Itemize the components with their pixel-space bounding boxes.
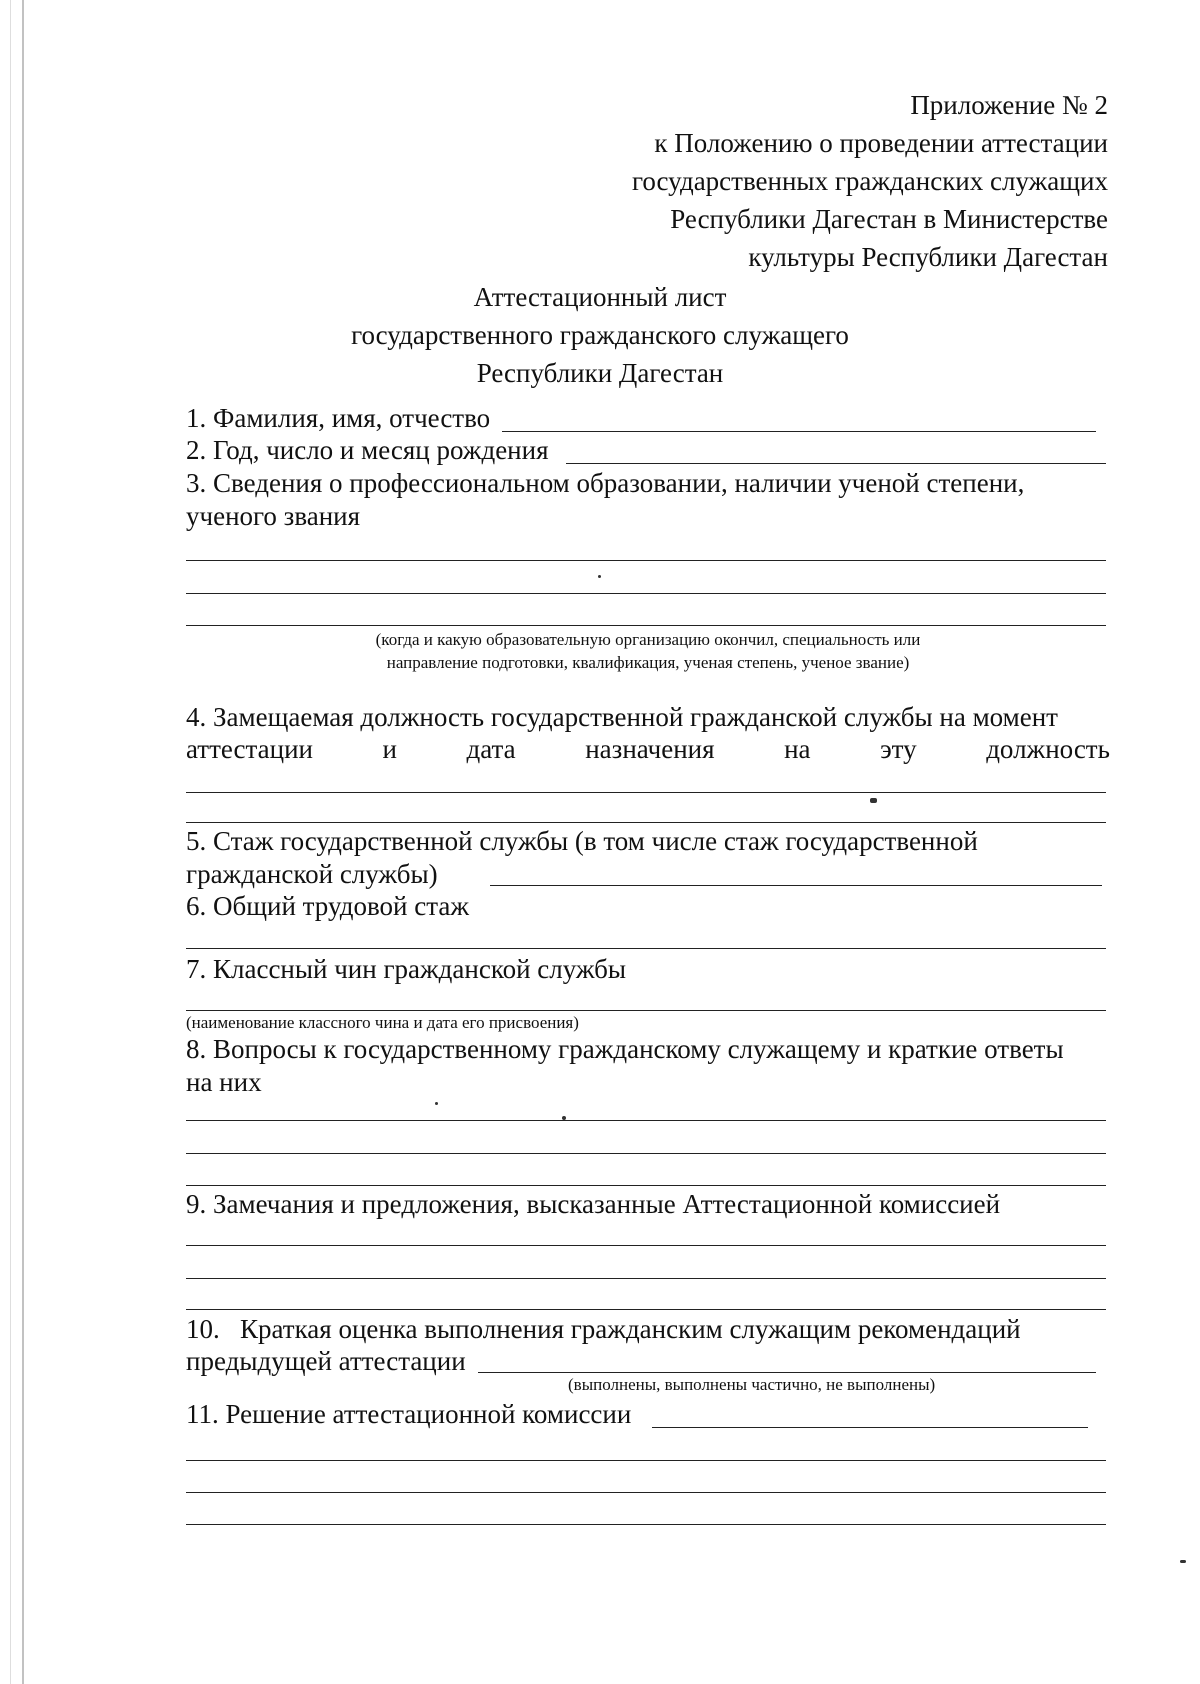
title-line-1: Аттестационный лист (473, 282, 727, 312)
item-8-blank-1[interactable] (186, 1120, 1106, 1121)
item-5-blank[interactable] (490, 885, 1102, 886)
item-2-label: 2. Год, число и месяц рождения (186, 435, 549, 465)
item-8-line-1: 8. Вопросы к государственному гражданскому служащему и краткие ответы (186, 1034, 1064, 1064)
item-3-blank-2[interactable] (186, 593, 1106, 594)
item-11-label: 11. Решение аттестационной комиссии (186, 1399, 632, 1429)
item-1-blank[interactable] (502, 431, 1096, 432)
item-7-label: 7. Классный чин гражданской службы (186, 954, 627, 984)
appendix-ref-line-2: к Положению о проведении аттестации (654, 128, 1108, 158)
item-3-line-2: ученого звания (186, 501, 361, 531)
item-6-label: 6. Общий трудовой стаж (186, 891, 469, 921)
title-line-3: Республики Дагестан (476, 358, 724, 388)
item-9-label: 9. Замечания и предложения, высказанные Аттестационной комиссией (186, 1189, 1001, 1219)
scan-edge-line-secondary (10, 0, 11, 1684)
scan-speck (870, 798, 877, 803)
item-8-blank-3[interactable] (186, 1185, 1106, 1186)
scan-speck (598, 575, 601, 578)
item-3-blank-1[interactable] (186, 560, 1106, 561)
item-3-note-1: (когда и какую образовательную организацию окончил, специальность или (375, 630, 921, 649)
item-10-line-1: 10. Краткая оценка выполнения гражданским служащим рекомендаций (186, 1314, 1021, 1344)
title-line-2: государственного гражданского служащего (351, 320, 849, 350)
item-9-blank-2[interactable] (186, 1278, 1106, 1279)
item-11-blank-3[interactable] (186, 1524, 1106, 1525)
item-10-line-2: предыдущей аттестации (186, 1346, 466, 1376)
item-4-blank-1[interactable] (186, 792, 1106, 793)
item-11-blank-1[interactable] (186, 1460, 1106, 1461)
item-10-note: (выполнены, выполнены частично, не выполнены) (568, 1375, 936, 1394)
item-5-line-1: 5. Стаж государственной службы (в том числе стаж государственной (186, 826, 978, 856)
scan-speck (435, 1102, 438, 1105)
scan-edge-line (22, 0, 24, 1684)
item-11-blank-2[interactable] (186, 1492, 1106, 1493)
document-title (0, 278, 1200, 392)
item-7-note: (наименование классного чина и дата его присвоения) (186, 1013, 579, 1032)
item-3-note-2: направление подготовки, квалификация, ученая степень, ученое звание) (386, 653, 910, 672)
item-4-line-2: аттестации и дата назначения на эту должность (186, 734, 1110, 764)
item-3-line-1: 3. Сведения о профессиональном образовании, наличии ученой степени, (186, 468, 1025, 498)
scan-speck (1180, 1560, 1186, 1563)
item-8-line-2: на них (186, 1067, 262, 1097)
item-2-blank[interactable] (566, 463, 1106, 464)
appendix-ref-line-5: культуры Республики Дагестан (748, 242, 1108, 272)
appendix-number: Приложение № 2 (910, 90, 1108, 120)
item-6-blank[interactable] (186, 948, 1106, 949)
appendix-ref-line-3: государственных гражданских служащих (631, 166, 1108, 196)
appendix-ref-line-4: Республики Дагестан в Министерстве (670, 204, 1108, 234)
item-4-line-1: 4. Замещаемая должность государственной гражданской службы на момент (186, 702, 1058, 732)
item-5-line-2: гражданской службы) (186, 859, 438, 889)
item-9-blank-1[interactable] (186, 1245, 1106, 1246)
item-9-blank-3[interactable] (186, 1309, 1106, 1310)
scan-speck (562, 1116, 566, 1120)
item-11-blank[interactable] (652, 1427, 1088, 1428)
item-3-blank-3[interactable] (186, 625, 1106, 626)
appendix-header (632, 86, 1108, 276)
item-8-blank-2[interactable] (186, 1153, 1106, 1154)
item-4-blank-2[interactable] (186, 822, 1106, 823)
item-1-label: 1. Фамилия, имя, отчество (186, 403, 491, 433)
